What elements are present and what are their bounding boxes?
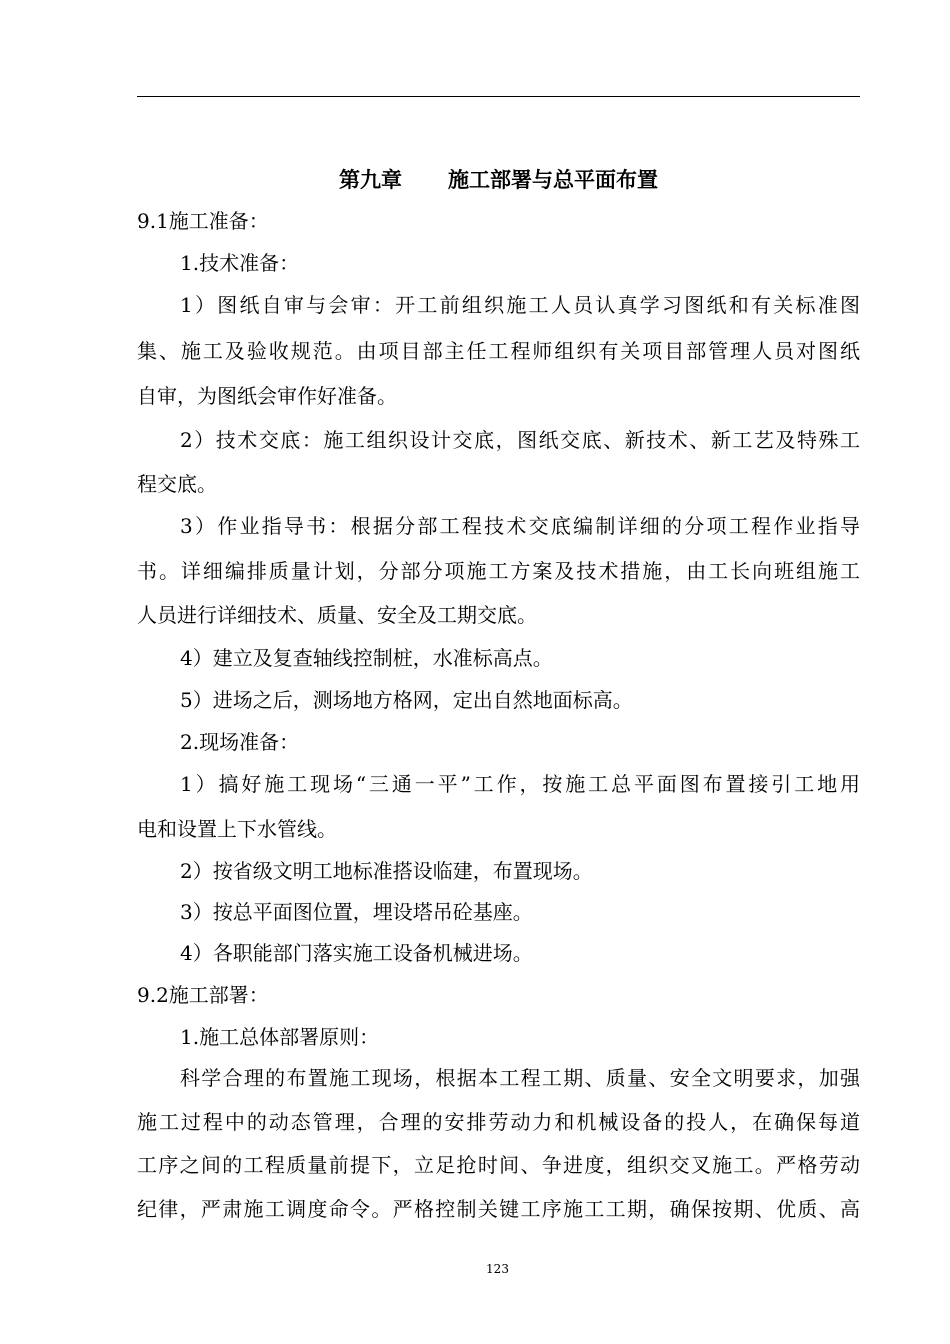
paragraph-line: 1）搞好施工现场“三通一平”工作，按施工总平面图布置接引工地用 [180,772,860,796]
paragraph-line: 4）建立及复查轴线控制桩，水准标高点。 [180,646,553,670]
paragraph-line: 4）各职能部门落实施工设备机械进场。 [180,941,533,965]
paragraph-line: 书。详细编排质量计划，分部分项施工方案及技术措施，由工长向班组施工 [137,559,860,583]
paragraph-line: 程交底。 [137,472,217,496]
paragraph-line: 集、施工及验收规范。由项目部主任工程师组织有关项目部管理人员对图纸 [137,339,860,363]
section-heading-9-2: 9.2施工部署： [137,983,269,1007]
paragraph-line: 1）图纸自审与会审：开工前组织施工人员认真学习图纸和有关标准图 [180,293,860,317]
paragraph-line: 2）按省级文明工地标准搭设临建，布置现场。 [180,859,593,883]
paragraph-line: 纪律，严肃施工调度命令。严格控制关键工序施工工期，确保按期、优质、高 [137,1197,860,1221]
paragraph-line: 科学合理的布置施工现场，根据本工程工期、质量、安全文明要求，加强 [180,1066,860,1090]
subsection-heading: 2.现场准备： [180,730,300,754]
paragraph-line: 2）技术交底：施工组织设计交底，图纸交底、新技术、新工艺及特殊工 [180,428,860,452]
chapter-title-text: 施工部署与总平面布置 [448,167,658,192]
paragraph-line: 工序之间的工程质量前提下，立足抢时间、争进度，组织交叉施工。严格劳动 [137,1153,860,1177]
paragraph-line: 3）按总平面图位置，埋设塔吊砼基座。 [180,900,533,924]
chapter-title [137,164,860,196]
page-number: 123 [486,1262,509,1276]
section-heading-9-1: 9.1施工准备： [137,209,269,233]
subsection-heading: 1.技术准备： [180,251,300,275]
chapter-number: 第九章 [339,167,402,192]
header-rule [137,96,860,97]
paragraph-line: 3）作业指导书：根据分部工程技术交底编制详细的分项工程作业指导 [180,514,860,538]
paragraph-line: 5）进场之后，测场地方格网，定出自然地面标高。 [180,688,633,712]
paragraph-line: 施工过程中的动态管理，合理的安排劳动力和机械设备的投人，在确保每道 [137,1110,860,1134]
paragraph-line: 自审，为图纸会审作好准备。 [137,384,397,408]
subsection-heading: 1.施工总体部署原则： [180,1025,380,1049]
paragraph-line: 电和设置上下水管线。 [137,817,337,841]
paragraph-line: 人员进行详细技术、质量、安全及工期交底。 [137,603,537,627]
